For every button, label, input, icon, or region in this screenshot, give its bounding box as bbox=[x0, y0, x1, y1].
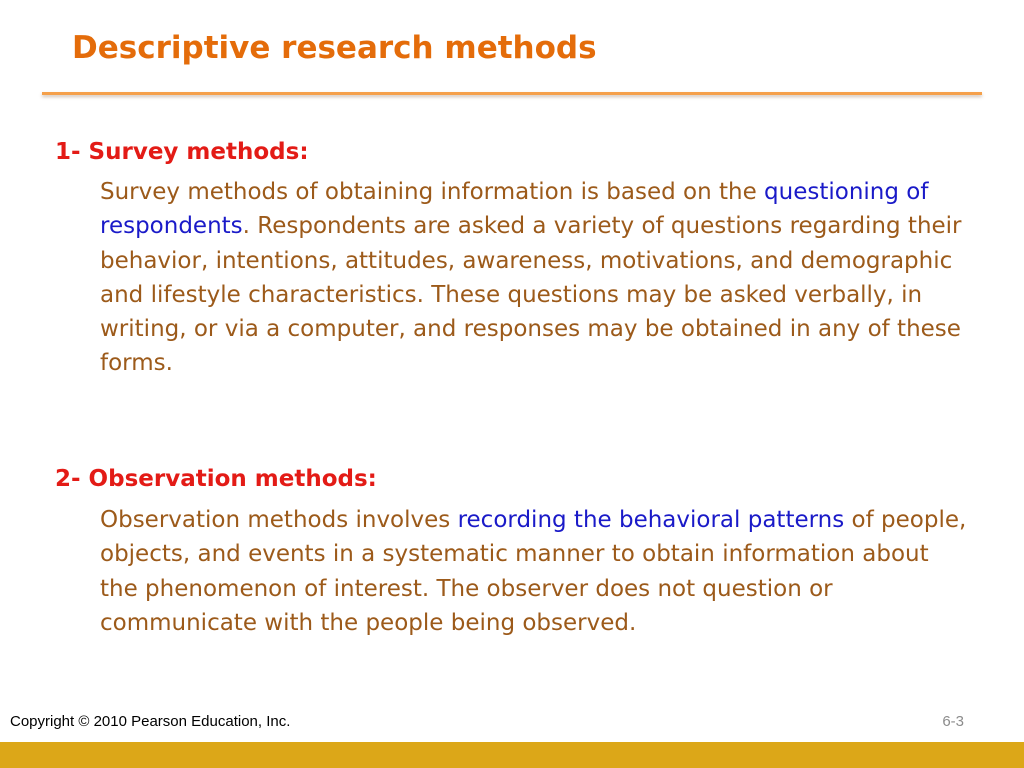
section-heading-survey: 1- Survey methods: bbox=[55, 139, 309, 165]
title-divider bbox=[42, 92, 982, 95]
slide-title: Descriptive research methods bbox=[72, 30, 597, 66]
body-text: Observation methods involves bbox=[100, 507, 458, 533]
section-body-observation bbox=[100, 503, 970, 640]
highlighted-phrase: questioning of respondents bbox=[100, 179, 929, 240]
section-heading-observation: 2- Observation methods: bbox=[55, 466, 377, 492]
slide-number: 6-3 bbox=[942, 713, 964, 730]
footer-bar bbox=[0, 742, 1024, 768]
body-text: Survey methods of obtaining information is based on the bbox=[100, 179, 765, 205]
highlighted-phrase: recording the behavioral patterns bbox=[457, 507, 845, 533]
copyright-notice: Copyright © 2010 Pearson Education, Inc. bbox=[10, 713, 291, 730]
body-text: . Respondents are asked a variety of questions regarding their behavior, intentions, attitudes, awareness, motivations, and demographic and lifestyle characteristics. These questions may be asked verbally, in writing, or via a computer, and responses may be obtained in any of these forms. bbox=[100, 213, 962, 377]
body-text: of people, objects, and events in a systematic manner to obtain information about the phenomenon of interest. The observer does not question or communicate with the people being observed. bbox=[100, 507, 967, 636]
section-body-survey bbox=[100, 175, 970, 381]
